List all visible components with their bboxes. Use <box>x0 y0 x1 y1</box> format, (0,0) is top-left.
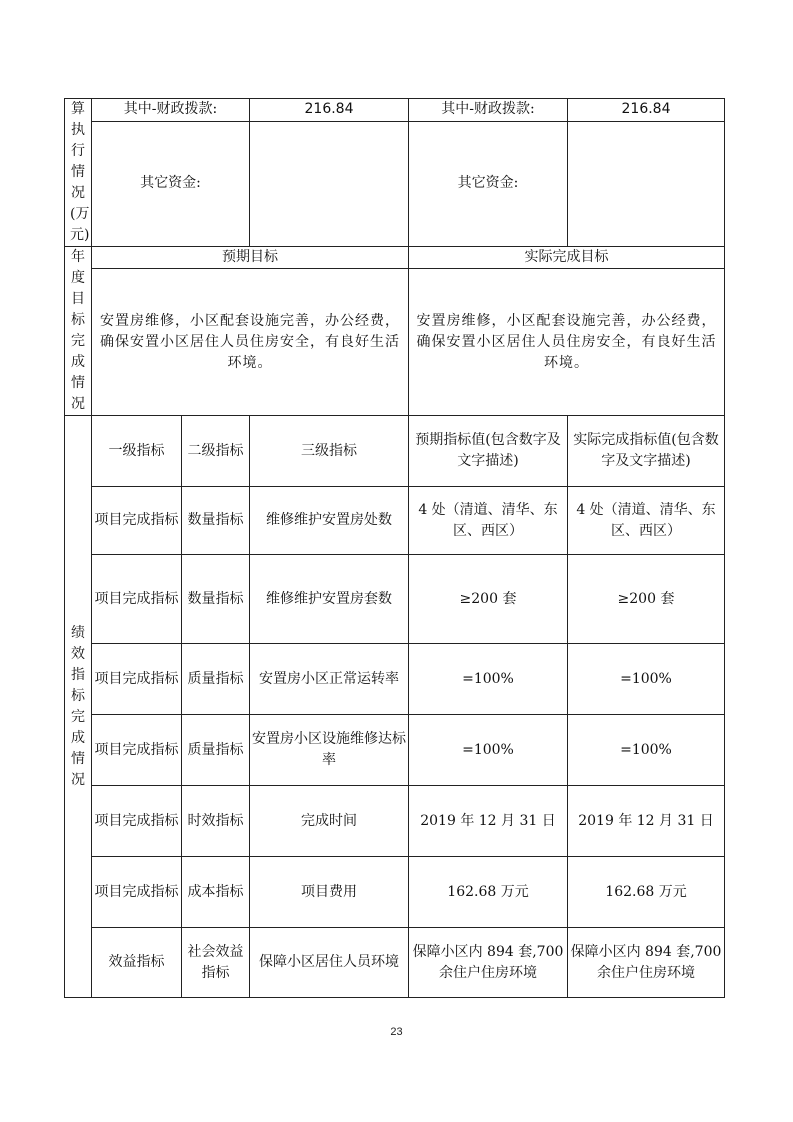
actual-value-cell: =100% <box>568 715 725 786</box>
level1-cell: 项目完成指标 <box>92 644 182 715</box>
planned-goals-header: 预期目标 <box>92 247 409 269</box>
table-row <box>65 786 725 857</box>
planned-value-cell: 162.68 万元 <box>409 857 568 928</box>
fiscal-label-actual: 其中-财政拨款: <box>409 99 568 122</box>
level2-cell: 质量指标 <box>182 644 250 715</box>
actual-goals-text: 安置房维修，小区配套设施完善，办公经费，确保安置小区居住人员住房安全，有良好生活环境。 <box>409 269 725 416</box>
level1-cell: 效益指标 <box>92 928 182 998</box>
level1-cell: 项目完成指标 <box>92 487 182 555</box>
level1-cell: 项目完成指标 <box>92 786 182 857</box>
planned-value-cell: 保障小区内 894 套,700 余住户住房环境 <box>409 928 568 998</box>
header-level2: 二级指标 <box>182 416 250 487</box>
other-value-actual <box>568 121 725 246</box>
level2-cell: 时效指标 <box>182 786 250 857</box>
planned-value-cell: ≥200 套 <box>409 555 568 644</box>
level2-cell: 数量指标 <box>182 555 250 644</box>
level3-cell: 项目费用 <box>250 857 409 928</box>
other-funding-row <box>65 121 725 246</box>
table-row <box>65 928 725 998</box>
planned-value-cell: 4 处（清道、清华、东区、西区） <box>409 487 568 555</box>
planned-value-cell: =100% <box>409 715 568 786</box>
planned-value-cell: =100% <box>409 644 568 715</box>
fiscal-value-planned: 216.84 <box>250 99 409 122</box>
actual-value-cell: 保障小区内 894 套,700 余住户住房环境 <box>568 928 725 998</box>
planned-value-cell: 2019 年 12 月 31 日 <box>409 786 568 857</box>
level2-cell: 数量指标 <box>182 487 250 555</box>
actual-value-cell: 162.68 万元 <box>568 857 725 928</box>
level2-cell: 社会效益指标 <box>182 928 250 998</box>
actual-value-cell: 2019 年 12 月 31 日 <box>568 786 725 857</box>
other-value-planned <box>250 121 409 246</box>
level1-cell: 项目完成指标 <box>92 555 182 644</box>
level3-cell: 维修维护安置房套数 <box>250 555 409 644</box>
budget-side-label: 算执行情况(万元) <box>65 99 92 247</box>
level3-cell: 维修维护安置房处数 <box>250 487 409 555</box>
fiscal-label-planned: 其中-财政拨款: <box>92 99 250 122</box>
performance-report-table <box>64 98 725 998</box>
header-actual-value: 实际完成指标值(包含数字及文字描述) <box>568 416 725 487</box>
level2-cell: 成本指标 <box>182 857 250 928</box>
level2-cell: 质量指标 <box>182 715 250 786</box>
level3-cell: 安置房小区设施维修达标率 <box>250 715 409 786</box>
other-label-actual: 其它资金: <box>409 121 568 246</box>
annual-goals-content-row <box>65 269 725 416</box>
annual-goals-header-row <box>65 247 725 269</box>
table-row <box>65 857 725 928</box>
fiscal-value-actual: 216.84 <box>568 99 725 122</box>
table-row <box>65 487 725 555</box>
header-level3: 三级指标 <box>250 416 409 487</box>
planned-goals-text: 安置房维修，小区配套设施完善，办公经费，确保安置小区居住人员住房安全，有良好生活环境。 <box>92 269 409 416</box>
level1-cell: 项目完成指标 <box>92 715 182 786</box>
actual-goals-header: 实际完成目标 <box>409 247 725 269</box>
annual-goals-side-label: 年度目标完成情况 <box>65 247 92 416</box>
actual-value-cell: 4 处（清道、清华、东区、西区） <box>568 487 725 555</box>
level3-cell: 保障小区居住人员环境 <box>250 928 409 998</box>
level3-cell: 完成时间 <box>250 786 409 857</box>
indicator-header-row <box>65 416 725 487</box>
level3-cell: 安置房小区正常运转率 <box>250 644 409 715</box>
performance-side-label: 绩效指标完成情况 <box>65 416 92 998</box>
other-label-planned: 其它资金: <box>92 121 250 246</box>
table-row <box>65 644 725 715</box>
actual-value-cell: =100% <box>568 644 725 715</box>
header-level1: 一级指标 <box>92 416 182 487</box>
actual-value-cell: ≥200 套 <box>568 555 725 644</box>
table-row <box>65 715 725 786</box>
header-planned-value: 预期指标值(包含数字及文字描述) <box>409 416 568 487</box>
fiscal-funding-row <box>65 99 725 122</box>
table-row <box>65 555 725 644</box>
page-number: 23 <box>390 1026 403 1038</box>
level1-cell: 项目完成指标 <box>92 857 182 928</box>
